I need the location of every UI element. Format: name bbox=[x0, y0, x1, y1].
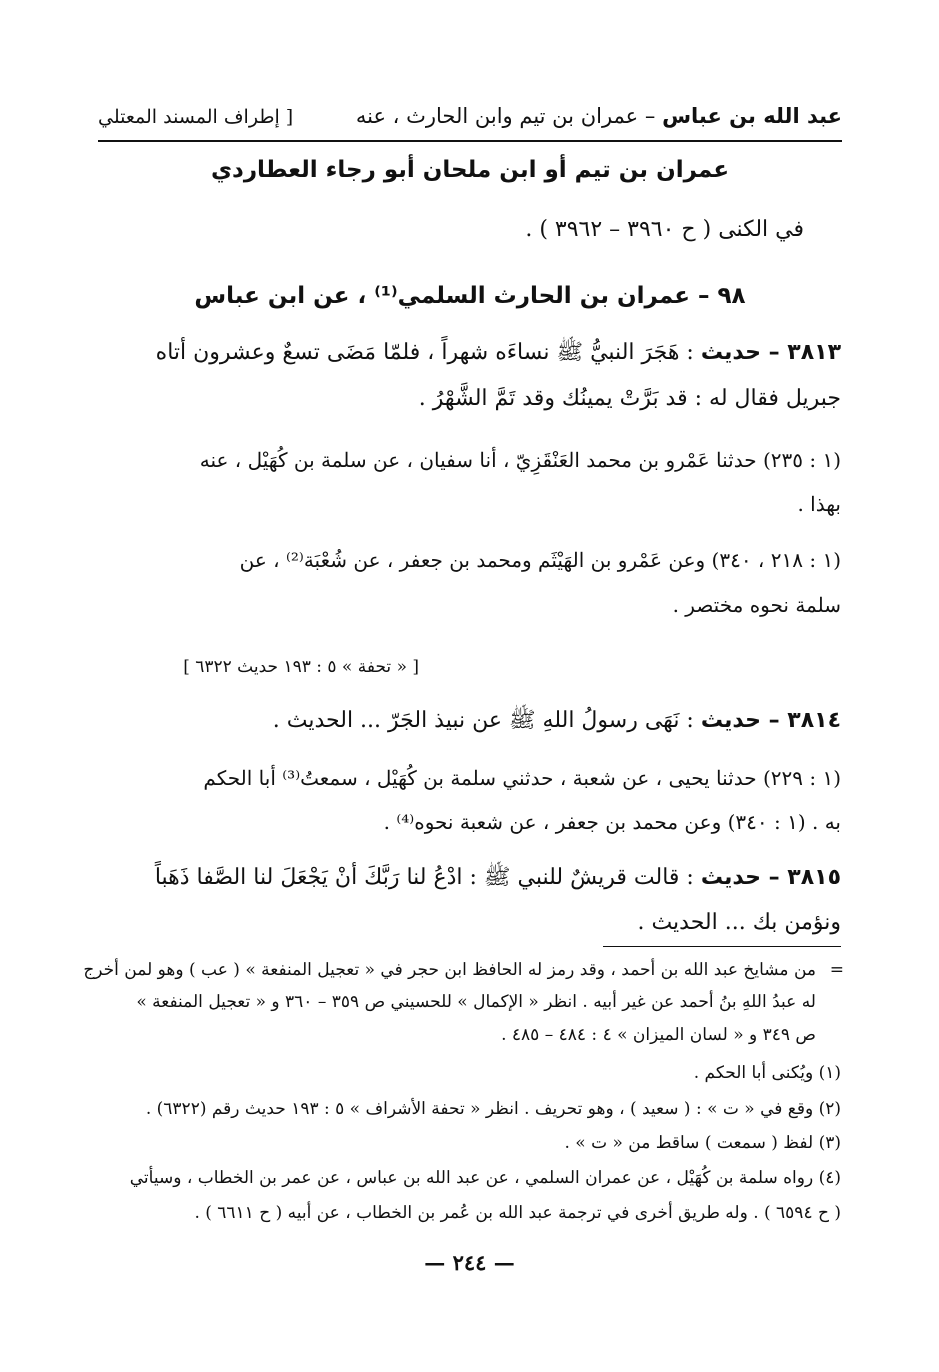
footnote-4-line2: ( ح ٦٥٩٤ ) . وله طريق أخرى في ترجمة عبد الله بن عُمر بن الخطاب ، عن أبيه ( ح ٦٦١١ ) . bbox=[194, 1203, 841, 1223]
isnad-3813-b-line1: (١ : ٢١٨ ، ٣٤٠) وعن عَمْرو بن الهَيْثَم ومحمد بن جعفر ، عن شُعْبَة⁽²⁾ ، عن bbox=[239, 548, 841, 572]
header-book-title: [ إطراف المسند المعتلي bbox=[98, 106, 294, 128]
footnote-continuation-line1: من مشايخ عبد الله بن أحمد ، وقد رمز له الحافظ ابن حجر في « تعجيل المنفعة » ( عب ) وهو لمن أخرج bbox=[83, 960, 816, 980]
hadith-3815-line1 bbox=[97, 863, 841, 895]
page-number: — ٢٤٤ — bbox=[424, 1250, 515, 1275]
hadith-3814-number: ٣٨١٤ – حديث bbox=[700, 708, 841, 733]
header-chapter bbox=[356, 104, 842, 128]
footnote-continuation-marker: = bbox=[829, 960, 844, 980]
footnote-separator bbox=[603, 946, 841, 947]
header-chapter-sub: – عمران بن تيم وابن الحارث ، عنه bbox=[355, 104, 663, 128]
footnote-continuation-line2: له عبدُ اللهِ بنُ أحمد عن غير أبيه . انظر « الإكمال » للحسيني ص ٣٥٩ – ٣٦٠ و « تعجيل المنفعة » bbox=[136, 992, 816, 1012]
hadith-3815-line2: ونؤمن بك ... الحديث . bbox=[637, 910, 841, 935]
hadith-3814-text: : نَهَى رسولُ اللهِ ﷺ عن نبيذ الجَرّ ... الحديث . bbox=[272, 708, 701, 733]
section-title-imran-bin-taym: عمران بن تيم أو ابن ملحان أبو رجاء العطاردي bbox=[210, 157, 730, 183]
footnote-continuation-line3: ص ٣٤٩ و « لسان الميزان » ٤ : ٤٨٤ – ٤٨٥ . bbox=[501, 1025, 816, 1045]
footnote-2: (٢) وقع في « ت » : ( سعيد ) ، وهو تحريف . انظر « تحفة الأشراف » ٥ : ١٩٣ حديث رقم (٦٣٢٢) . bbox=[145, 1099, 841, 1119]
isnad-3813-a-line1: (١ : ٢٣٥) حدثنا عَمْرو بن محمد العَنْقَزِيّ ، أنا سفيان ، عن سلمة بن كُهَيْل ، عنه bbox=[199, 448, 841, 472]
footnote-4-line1: (٤) رواه سلمة بن كُهَيْل ، عن عمران السلمي ، عن عبد الله بن عباس ، عن عمر بن الخطاب ، وسيأتي bbox=[129, 1168, 841, 1188]
isnad-3813-b-line2: سلمة نحوه مختصر . bbox=[672, 593, 841, 617]
footnote-3: (٣) لفظ ( سمعت ) ساقط من « ت » . bbox=[564, 1133, 841, 1153]
isnad-3814-line2: به . (١ : ٣٤٠) وعن محمد بن جعفر ، عن شعبة نحوه⁽⁴⁾ . bbox=[383, 810, 841, 834]
section-title-98: ٩٨ – عمران بن الحارث السلمي⁽¹⁾ ، عن ابن عباس bbox=[194, 283, 746, 309]
header-chapter-name: عبد الله بن عباس bbox=[662, 104, 842, 128]
hadith-3815-number: ٣٨١٥ – حديث bbox=[700, 865, 841, 890]
hadith-3815-text: : قالت قريشٌ للنبي ﷺ : ادْعُ لنا رَبَّكَ أنْ يَجْعَلَ لنا الصَّفا ذَهَباً bbox=[154, 865, 701, 890]
isnad-3813-a-line2: بهذا . bbox=[797, 492, 841, 516]
hadith-3813-number: ٣٨١٣ – حديث bbox=[700, 340, 841, 365]
running-header bbox=[98, 100, 842, 142]
isnad-3814-line1: (١ : ٢٢٩) حدثنا يحيى ، عن شعبة ، حدثني سلمة بن كُهَيْل ، سمعتُ⁽³⁾ أبا الحكم bbox=[203, 766, 841, 790]
footnote-1: (١) ويُكنى أبا الحكم . bbox=[693, 1063, 841, 1083]
hadith-3813-line2: جبريل فقال له : قد بَرَّتْ يمينُك وقد تَمَّ الشَّهْرُ . bbox=[418, 386, 841, 411]
hadith-3813-line1 bbox=[97, 338, 841, 370]
tuhfa-reference-3813: [ « تحفة » ٥ : ١٩٣ حديث ٦٣٢٢ ] bbox=[183, 657, 419, 677]
hadith-3814-line1 bbox=[97, 706, 841, 738]
section-cross-reference: في الكنى ( ح ٣٩٦٠ – ٣٩٦٢ ) . bbox=[525, 217, 804, 242]
hadith-3813-text: : هَجَرَ النبيُّ ﷺ نساءَه شهراً ، فلمّا مَضَى تسعٌ وعشرون أتاه bbox=[155, 340, 701, 365]
